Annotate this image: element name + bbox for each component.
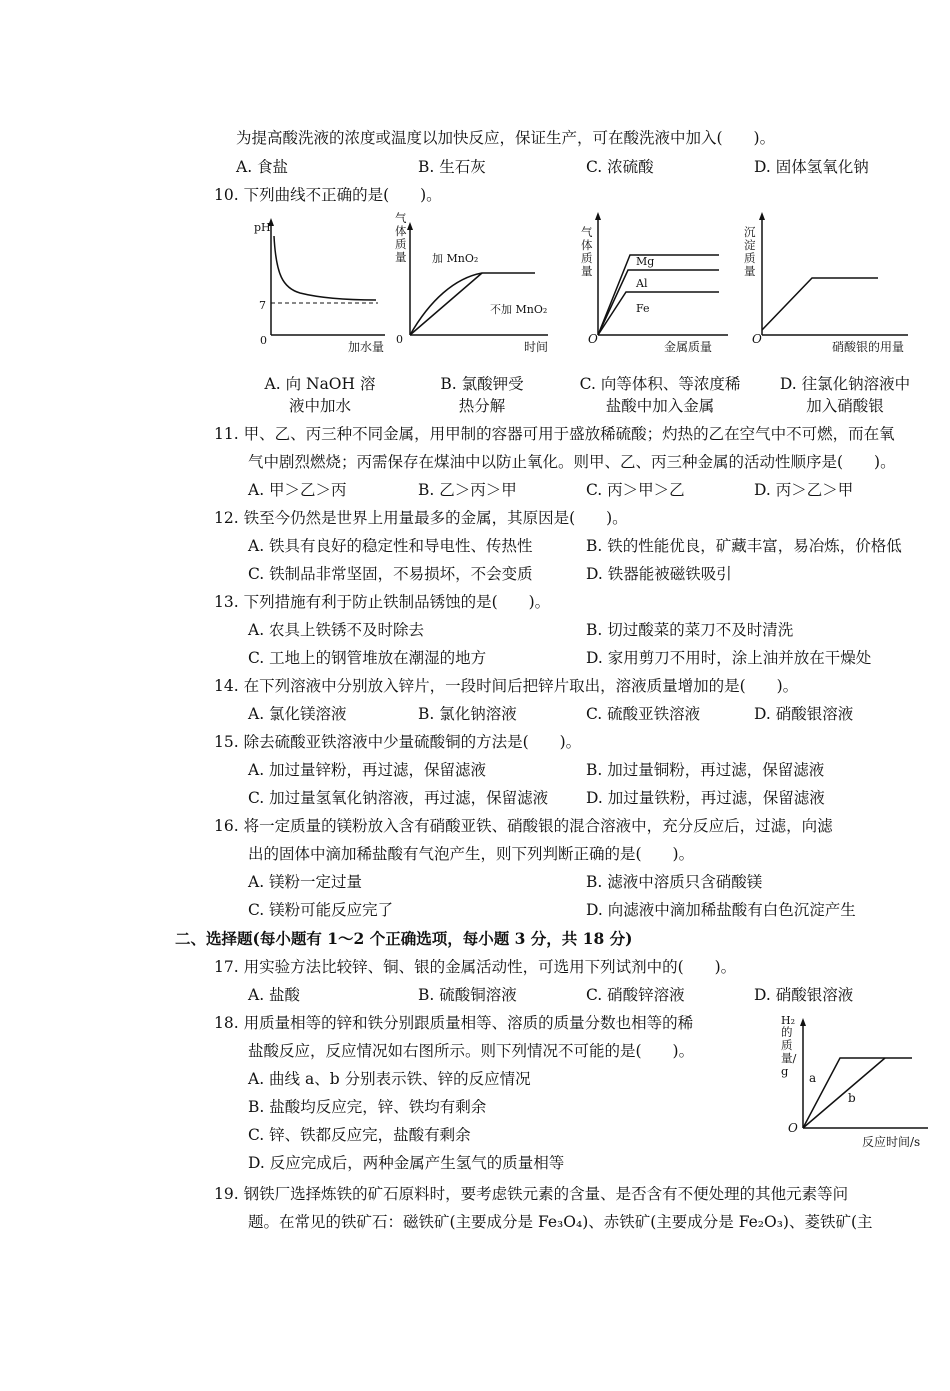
graph-c-xlabel: 金属质量 [664, 340, 713, 354]
q15-option-d: D. 加过量铁粉，再过滤，保留滤液 [586, 789, 825, 807]
q11-option-c: C. 丙＞甲＞乙 [586, 481, 685, 499]
section-2-heading: 二、选择题(每小题有 1～2 个正确选项，每小题 3 分，共 18 分) [175, 929, 633, 948]
q17-stem: 17. 用实验方法比较锌、铜、银的金属活动性，可选用下列试剂中的( )。 [214, 958, 737, 976]
q15-option-b: B. 加过量铜粉，再过滤，保留滤液 [586, 761, 825, 779]
q15-option-c: C. 加过量氢氧化钠溶液，再过滤，保留滤液 [248, 789, 549, 807]
q18-line-2: 盐酸反应，反应情况如右图所示。则下列情况不可能的是( )。 [248, 1042, 695, 1060]
q18-option-a: A. 曲线 a、b 分别表示铁、锌的反应情况 [248, 1070, 531, 1088]
q13-option-b: B. 切过酸菜的菜刀不及时清洗 [586, 621, 794, 639]
q11-option-b: B. 乙＞丙＞甲 [418, 481, 517, 499]
intro-option-c: C. 浓硫酸 [586, 158, 654, 176]
graph-a-seven: 7 [259, 299, 266, 312]
q12-option-a: A. 铁具有良好的稳定性和导电性、传热性 [248, 537, 533, 555]
graph-a-origin: 0 [260, 334, 267, 347]
graph-b-ylabel: 气体质量 [395, 211, 407, 264]
q14-option-d: D. 硝酸银溶液 [754, 705, 854, 723]
q16-option-b: B. 滤液中溶质只含硝酸镁 [586, 873, 763, 891]
intro-option-b: B. 生石灰 [418, 158, 486, 176]
caption-c: C. 向等体积、等浓度稀 盐酸中加入金属 [579, 375, 741, 415]
q13-option-c: C. 工地上的钢管堆放在潮湿的地方 [248, 649, 487, 667]
q10-graphs [0, 0, 950, 380]
q14-option-b: B. 氯化钠溶液 [418, 705, 517, 723]
q18-line-1: 18. 用质量相等的锌和铁分别跟质量相等、溶质的质量分数也相等的稀 [214, 1014, 694, 1032]
q12-option-d: D. 铁器能被磁铁吸引 [586, 565, 732, 583]
q19-line-2: 题。在常见的铁矿石：磁铁矿(主要成分是 Fe₃O₄)、赤铁矿(主要成分是 Fe₂O₃)、菱铁矿(主 [248, 1213, 873, 1231]
q16-option-a: A. 镁粉一定过量 [248, 873, 363, 891]
q11-option-d: D. 丙＞乙＞甲 [754, 481, 854, 499]
q16-line-2: 出的固体中滴加稀盐酸有气泡产生，则下列判断正确的是( )。 [248, 845, 695, 863]
q18-xlabel: 反应时间/s [862, 1135, 921, 1149]
q16-option-c: C. 镁粉可能反应完了 [248, 901, 394, 919]
q18-curve-a: a [809, 1071, 817, 1085]
q13-option-a: A. 农具上铁锈不及时除去 [248, 621, 425, 639]
graph-c-origin: O [588, 332, 598, 346]
q14-option-a: A. 氯化镁溶液 [248, 705, 347, 723]
q15-option-a: A. 加过量锌粉，再过滤，保留滤液 [248, 761, 487, 779]
q10-stem: 10. 下列曲线不正确的是( )。 [214, 186, 442, 204]
q12-stem: 12. 铁至今仍然是世界上用量最多的金属，其原因是( )。 [214, 509, 628, 527]
graph-a-xlabel: 加水量 [348, 340, 385, 354]
intro-line: 为提高酸洗液的浓度或温度以加快反应，保证生产，可在酸洗液中加入( )。 [236, 129, 776, 147]
q14-option-c: C. 硫酸亚铁溶液 [586, 705, 701, 723]
graph-b [396, 222, 548, 354]
q17-option-a: A. 盐酸 [248, 986, 301, 1004]
q17-option-d: D. 硝酸银溶液 [754, 986, 854, 1004]
q13-option-d: D. 家用剪刀不用时，涂上油并放在干燥处 [586, 649, 872, 667]
q15-stem: 15. 除去硫酸亚铁溶液中少量硫酸铜的方法是( )。 [214, 733, 582, 751]
graph-d-xlabel: 硝酸银的用量 [832, 340, 905, 354]
graph-b-label-top: 加 MnO₂ [432, 252, 479, 265]
graph-d-origin: O [752, 332, 762, 346]
q18-ylabel-top: H₂ [781, 1014, 796, 1027]
graph-b-label-bottom: 不加 MnO₂ [490, 303, 548, 316]
q16-option-d: D. 向滤液中滴加稀盐酸有白色沉淀产生 [586, 901, 856, 919]
q18-option-c: C. 锌、铁都反应完，盐酸有剩余 [248, 1126, 471, 1144]
q18-graph [770, 1010, 940, 1150]
q13-stem: 13. 下列措施有利于防止铁制品锈蚀的是( )。 [214, 593, 551, 611]
graph-c-series-fe: Fe [636, 302, 650, 315]
q18-curve-b: b [848, 1091, 856, 1105]
q18-origin: O [788, 1121, 798, 1135]
q17-option-c: C. 硝酸锌溶液 [586, 986, 685, 1004]
q18-option-d: D. 反应完成后，两种金属产生氢气的质量相等 [248, 1154, 565, 1172]
graph-c [588, 212, 728, 354]
q11-line-2: 气中剧烈燃烧；丙需保存在煤油中以防止氧化。则甲、乙、丙三种金属的活动性顺序是( )。 [248, 453, 896, 471]
q19-line-1: 19. 钢铁厂选择炼铁的矿石原料时，要考虑铁元素的含量、是否含有不便处理的其他元素等问 [214, 1185, 849, 1203]
graph-c-series-al: Al [636, 277, 648, 290]
q18-option-b: B. 盐酸均反应完，锌、铁均有剩余 [248, 1098, 487, 1116]
graph-d-ylabel: 沉淀质量 [744, 225, 756, 278]
q11-option-a: A. 甲＞乙＞丙 [248, 481, 347, 499]
intro-option-a: A. 食盐 [236, 158, 289, 176]
caption-a: A. 向 NaOH 溶 液中加水 [264, 375, 376, 415]
graph-b-origin: 0 [396, 333, 403, 346]
intro-option-d: D. 固体氢氧化钠 [754, 158, 869, 176]
graph-d [752, 212, 908, 354]
q14-stem: 14. 在下列溶液中分别放入锌片，一段时间后把锌片取出，溶液质量增加的是( )。 [214, 677, 799, 695]
q17-option-b: B. 硫酸铜溶液 [418, 986, 517, 1004]
q11-line-1: 11. 甲、乙、丙三种不同金属，用甲制的容器可用于盛放稀硫酸；灼热的乙在空气中不可燃，而在氧 [214, 425, 895, 443]
caption-d: D. 往氯化钠溶液中 加入硝酸银 [779, 375, 911, 415]
q16-line-1: 16. 将一定质量的镁粉放入含有硝酸亚铁、硝酸银的混合溶液中，充分反应后，过滤，向滤 [214, 817, 833, 835]
graph-c-series-mg: Mg [636, 255, 655, 268]
q12-option-b: B. 铁的性能优良，矿藏丰富，易冶炼，价格低 [586, 537, 902, 555]
q12-option-c: C. 铁制品非常坚固，不易损坏，不会变质 [248, 565, 533, 583]
graph-a [254, 218, 385, 354]
graph-b-xlabel: 时间 [524, 340, 549, 354]
graph-c-ylabel: 气体质量 [581, 225, 593, 278]
q18-ylabel: 的质量/g [781, 1025, 797, 1078]
graph-a-ylabel: pH [254, 221, 271, 234]
caption-b: B. 氯酸钾受 热分解 [440, 375, 524, 415]
